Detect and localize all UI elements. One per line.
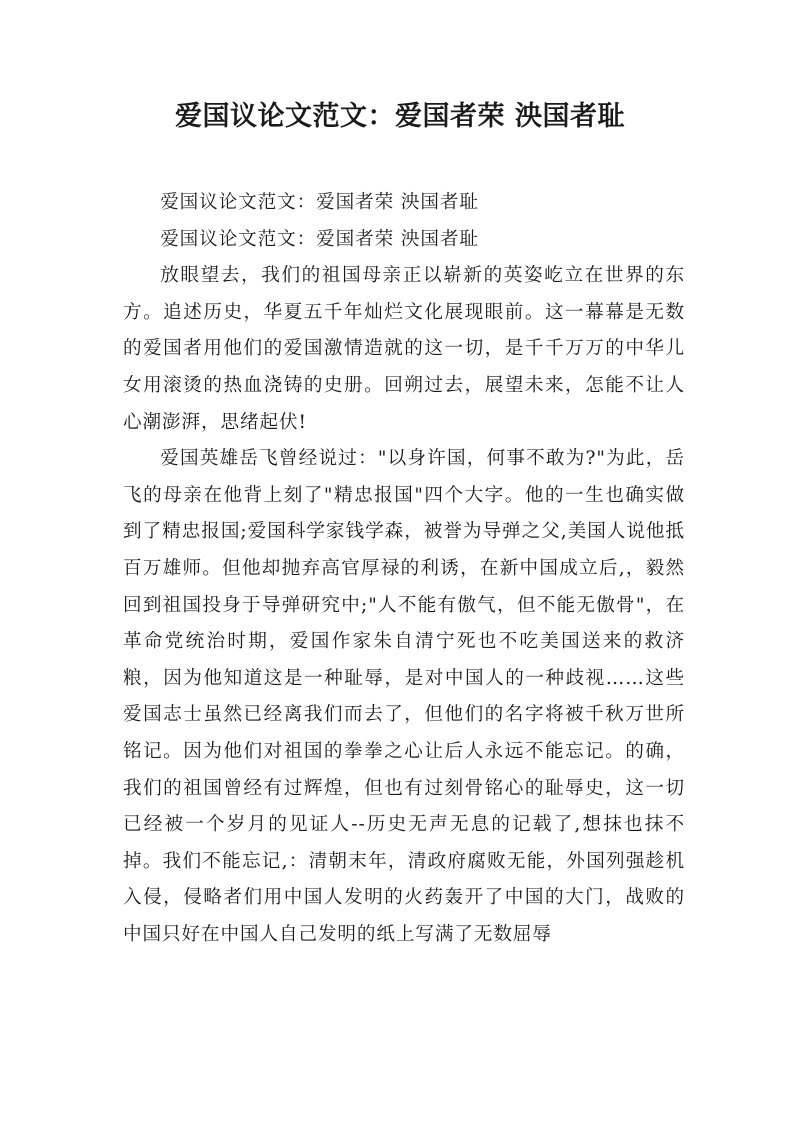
body-paragraph: 放眼望去，我们的祖国母亲正以崭新的英姿屹立在世界的东方。追述历史，华夏五千年灿烂文化展现眼前。这一幕幕是无数的爱国者用他们的爱国激情造就的这一切，是千千万万的中华儿女用滚烫的热血浇铸的史册。回朔过去，展望未来，怎能不让人心潮澎湃，思绪起伏! xyxy=(123,265,685,433)
document-body xyxy=(123,185,685,953)
subtitle-line: 爱国议论文范文：爱国者荣 泱国者耻 xyxy=(160,192,479,213)
body-paragraph: 爱国英雄岳飞曾经说过："以身许国，何事不敢为?"为此，岳飞的母亲在他背上刻了"精忠报国"四个大字。他的一生也确实做到了精忠报国;爱国科学家钱学森，被誉为导弹之父,美国人说他抵百万雄师。但他却抛弃高官厚禄的利诱，在新中国成立后,，毅然回到祖国投身于导弹研究中;"人不能有傲气，但不能无傲骨"，在革命党统治时期，爱国作家朱自清宁死也不吃美国送来的救济粮，因为他知道这是一种耻辱，是对中国人的一种歧视……这些爱国志士虽然已经离我们而去了，但他们的名字将被千秋万世所铭记。因为他们对祖国的拳拳之心让后人永远不能忘记。的确，我们的祖国曾经有过辉煌，但也有过刻骨铭心的耻辱史，这一切已经被一个岁月的见证人--历史无声无息的记载了,想抹也抹不掉。我们不能忘记,：清朝末年，清政府腐败无能，外国列强趁机入侵，侵略者们用中国人发明的火药轰开了中国的大门，战败的中国只好在中国人自己发明的纸上写满了无数屈辱 xyxy=(123,448,685,945)
document-title: 爱国议论文范文：爱国者荣 泱国者耻 xyxy=(175,101,625,132)
subtitle-line: 爱国议论文范文：爱国者荣 泱国者耻 xyxy=(160,228,479,250)
